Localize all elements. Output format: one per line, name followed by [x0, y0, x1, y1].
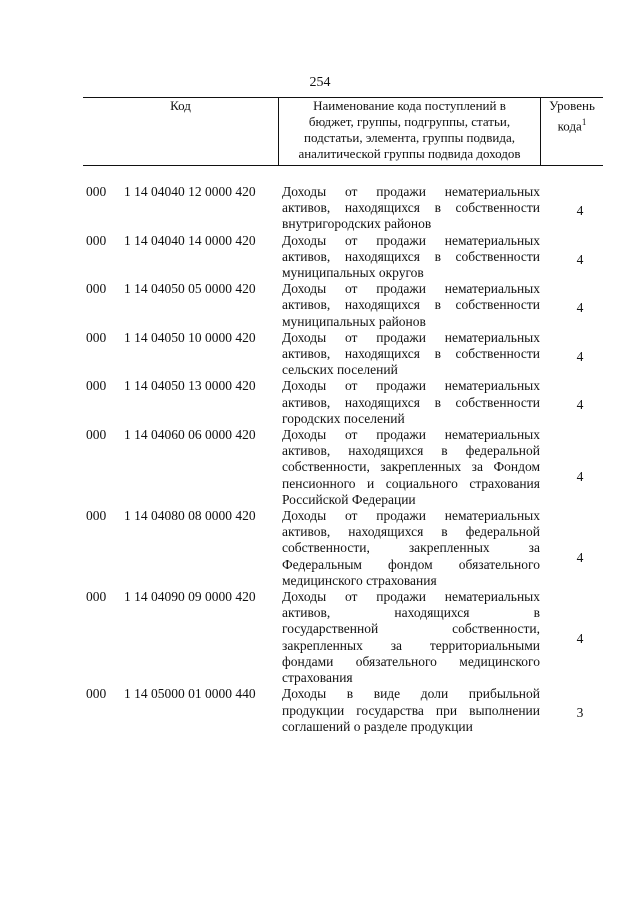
row-level: 4 [576, 397, 584, 413]
row-description-line: Доходы от продажи нематериальных [282, 184, 540, 199]
table-row [0, 589, 640, 686]
row-description-line: активов, находящихся в собственности [282, 346, 540, 362]
row-level: 4 [576, 251, 584, 267]
row-description-line: собственности, закрепленных за [282, 540, 540, 556]
row-code: 1 14 04050 13 0000 420 [124, 378, 256, 394]
table-row [0, 233, 640, 282]
row-description-line: Доходы от продажи нематериальных [282, 378, 540, 394]
row-description-line: активов, находящихся в собственности [282, 248, 540, 264]
row-code: 1 14 04080 08 0000 420 [124, 508, 256, 524]
row-description-line: внутригородских районов [282, 216, 432, 232]
row-code: 1 14 04050 10 0000 420 [124, 329, 256, 345]
page-number: 254 [309, 75, 331, 90]
header-name-line: подстатьи, элемента, группы подвида, [304, 130, 515, 145]
row-code: 1 14 04090 09 0000 420 [124, 589, 256, 605]
table-row [0, 378, 640, 427]
row-description-line: страхования [282, 670, 353, 686]
row-description [282, 330, 540, 379]
row-code: 1 14 04040 14 0000 420 [124, 232, 256, 248]
row-prefix: 000 [86, 427, 107, 443]
row-level: 3 [576, 705, 584, 721]
row-prefix: 000 [86, 232, 107, 248]
table-row [0, 184, 640, 233]
row-description [282, 184, 540, 233]
row-description-line: Доходы от продажи нематериальных [282, 281, 540, 297]
row-description-line: медицинского страхования [282, 572, 437, 588]
row-level: 4 [576, 203, 584, 218]
header-level-line [541, 114, 603, 134]
header-level-line: Уровень [549, 98, 595, 113]
row-level: 4 [576, 348, 584, 364]
row-description-line: активов, находящихся в [282, 605, 540, 621]
row-code: 1 14 04050 05 0000 420 [124, 281, 256, 297]
header-name-line: бюджет, группы, подгруппы, статьи, [308, 114, 511, 129]
row-prefix: 000 [86, 508, 107, 524]
row-description-line: Доходы от продажи нематериальных [282, 427, 540, 443]
row-description-line: муниципальных округов [282, 265, 424, 281]
row-code: 1 14 05000 01 0000 440 [124, 686, 256, 702]
row-prefix: 000 [86, 378, 107, 394]
row-description [282, 427, 540, 508]
row-description-line: Доходы от продажи нематериальных [282, 508, 540, 524]
row-description-line: муниципальных районов [282, 313, 426, 329]
row-prefix: 000 [86, 329, 107, 345]
row-level: 4 [576, 469, 584, 485]
table-row [0, 330, 640, 379]
header-name-line: аналитической группы подвида доходов [298, 146, 521, 161]
row-description-line: Российской Федерации [282, 491, 416, 507]
row-description-line: Доходы от продажи нематериальных [282, 232, 540, 248]
income-code-table [0, 184, 640, 735]
row-level: 4 [576, 631, 584, 647]
row-description [282, 281, 540, 330]
row-level: 4 [576, 300, 584, 316]
row-description-line: закрепленных за территориальными [282, 637, 540, 653]
row-description-line: Федеральным фондом обязательного [282, 556, 540, 572]
row-code: 1 14 04060 06 0000 420 [124, 427, 256, 443]
table-row [0, 281, 640, 330]
row-description [282, 508, 540, 589]
row-prefix: 000 [86, 686, 107, 702]
row-description-line: продукции государства при выполнении [282, 702, 540, 718]
row-prefix: 000 [86, 589, 107, 605]
row-description-line: пенсионного и социального страхования [282, 475, 540, 491]
row-description-line: городских поселений [282, 410, 405, 426]
header-level-label: кода [557, 118, 582, 134]
row-prefix: 000 [86, 281, 107, 297]
header-level-footnote: 1 [581, 117, 587, 127]
row-description-line: активов, находящихся в собственности [282, 297, 540, 313]
row-description-line: фондами обязательного медицинского [282, 653, 540, 669]
header-level [541, 97, 603, 166]
row-prefix: 000 [86, 184, 107, 199]
row-description-line: активов, находящихся в собственности [282, 200, 540, 216]
header-code [83, 97, 279, 166]
row-description-line: Доходы от продажи нематериальных [282, 329, 540, 345]
table-row [0, 686, 640, 735]
row-description [282, 233, 540, 282]
table-row [0, 427, 640, 508]
row-description-line: соглашений о разделе продукции [282, 718, 473, 734]
row-code: 1 14 04040 12 0000 420 [124, 184, 256, 199]
row-description [282, 686, 540, 735]
row-description-line: активов, находящихся в собственности [282, 394, 540, 410]
row-description-line: активов, находящихся в федеральной [282, 524, 540, 540]
row-description-line: Доходы от продажи нематериальных [282, 589, 540, 605]
header-code-label: Код [170, 98, 191, 113]
row-description-line: Доходы в виде доли прибыльной [282, 686, 540, 702]
row-description-line: активов, находящихся в федеральной [282, 443, 540, 459]
row-description-line: сельских поселений [282, 362, 398, 378]
table-row [0, 508, 640, 589]
header-name [279, 97, 541, 166]
row-description [282, 589, 540, 686]
row-level: 4 [576, 550, 584, 566]
row-description [282, 378, 540, 427]
header-name-line: Наименование кода поступлений в [313, 98, 506, 113]
row-description-line: государственной собственности, [282, 621, 540, 637]
row-description-line: собственности, закрепленных за Фондом [282, 459, 540, 475]
